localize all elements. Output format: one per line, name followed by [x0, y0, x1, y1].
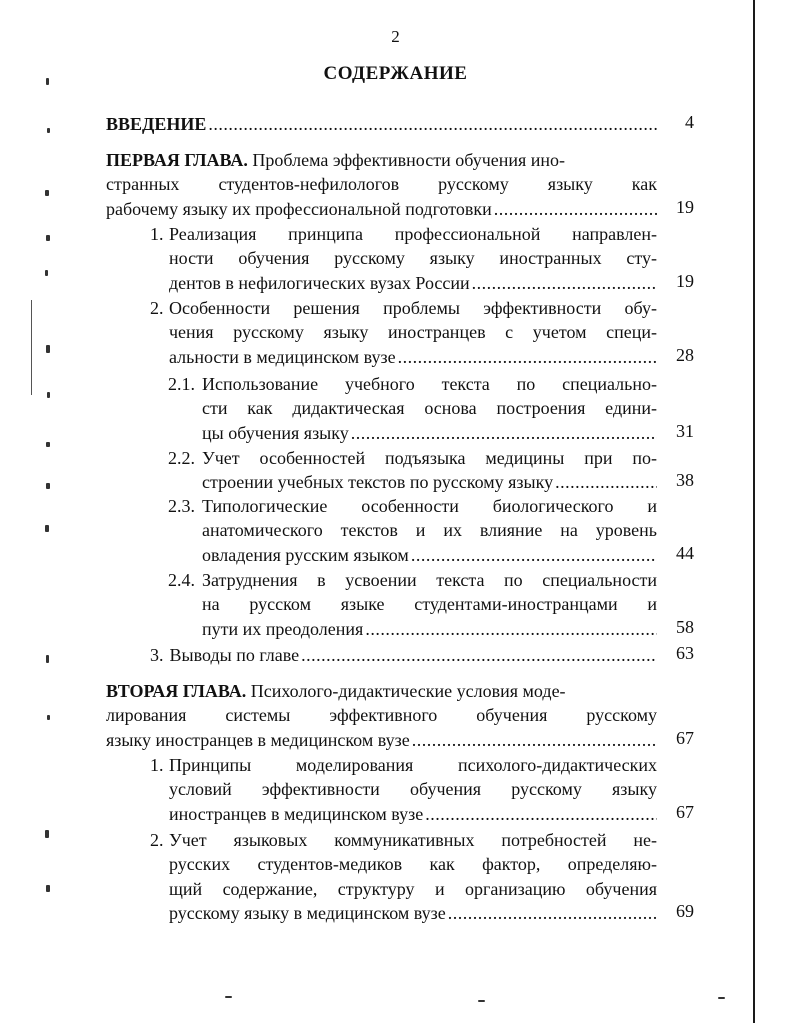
leader-dots: [411, 543, 657, 567]
leader-dots: [208, 112, 657, 136]
scan-speck: [45, 525, 49, 532]
ch2-section-2-line-3: щий содержание, структуру и организацию обучения: [169, 878, 657, 899]
section-2-4-number: 2.4.: [168, 570, 195, 590]
chapter-1-line-2: странных студентов-нефилологов русскому языку как: [106, 174, 657, 195]
leader-dots: [555, 470, 657, 494]
scan-speck: [46, 235, 50, 241]
scan-speck: [46, 885, 50, 892]
leader-dots: [412, 728, 657, 752]
toc-page-section-2-3: 44: [676, 543, 694, 563]
chapter-1-heading: ПЕРВАЯ ГЛАВА.: [106, 150, 248, 170]
ch2-section-2-line-1: Учет языковых коммуникативных потребностей не-: [169, 830, 657, 850]
scan-speck: [45, 830, 49, 838]
chapter-2-line-2: лирования системы эффективного обучения русскому: [106, 705, 657, 726]
toc-entry-section-2-2[interactable]: [168, 446, 657, 495]
toc-entry-chapter-2[interactable]: [106, 679, 657, 752]
toc-page-ch2-section-1: 67: [676, 802, 694, 822]
scan-speck: [46, 483, 50, 489]
ch2-section-1-line-1: Принципы моделирования психолого-дидактических: [169, 755, 657, 775]
toc-page-section-2-4: 58: [676, 617, 694, 637]
chapter-1-line-3: рабочему языку их профессиональной подготовки: [106, 198, 492, 219]
leader-dots: [365, 617, 657, 641]
leader-dots: [494, 197, 657, 221]
section-3-line-1: Выводы по главе: [169, 645, 300, 665]
toc-entry-section-2-3[interactable]: [168, 494, 657, 567]
scan-speck: [47, 715, 50, 720]
leader-dots: [448, 901, 657, 925]
scan-speck: [45, 190, 49, 196]
toc-page-ch2-section-2: 69: [676, 901, 694, 921]
toc-page-section-2-2: 38: [676, 470, 694, 490]
toc-entry-section-2-4[interactable]: [168, 568, 657, 641]
section-2-3-line-2: анатомического текстов и их влияние на уровень: [202, 520, 657, 541]
section-2-2-number: 2.2.: [168, 448, 195, 468]
section-2-1-line-2: сти как дидактическая основа построения едини-: [202, 398, 657, 419]
ch2-section-1-number: 1.: [150, 755, 164, 775]
scan-speck: [225, 996, 232, 998]
section-2-1-line-1: Использование учебного текста по специально-: [202, 374, 657, 394]
toc-entry-chapter-1[interactable]: [106, 148, 657, 221]
section-2-2-line-2: строении учебных текстов по русскому языку: [202, 472, 554, 493]
leader-dots: [472, 271, 657, 295]
ch2-section-1-line-3: иностранцев в медицинском вузе: [169, 803, 424, 824]
toc-entry-section-2[interactable]: [150, 296, 657, 369]
scan-speck: [46, 442, 50, 447]
toc-entry-ch2-section-1[interactable]: [150, 753, 657, 826]
section-1-line-1: Реализация принципа профессиональной направлен-: [169, 224, 657, 244]
toc-page-section-3: 63: [676, 643, 694, 663]
page-number: 2: [391, 27, 400, 46]
toc-page-section-1: 19: [676, 271, 694, 291]
toc-page-intro: 4: [685, 112, 694, 132]
leader-dots: [301, 643, 657, 667]
toc-entry-section-2-1[interactable]: [168, 372, 657, 445]
section-1-line-3: дентов в нефилогических вузах России: [169, 272, 470, 293]
leader-dots: [398, 345, 657, 369]
chapter-2-line-3: языку иностранцев в медицинском вузе: [106, 729, 410, 750]
chapter-2-line-1: Психолого-дидактические условия моде-: [250, 681, 566, 701]
leader-dots: [351, 421, 657, 445]
scan-speck: [47, 392, 50, 398]
toc-page-chapter-2: 67: [676, 728, 694, 748]
ch2-section-1-line-2: условий эффективности обучения русскому языку: [169, 779, 657, 800]
scan-speck: [478, 1000, 485, 1002]
section-2-1-number: 2.1.: [168, 374, 195, 394]
section-2-4-line-2: на русском языке студентами-иностранцами и: [202, 594, 657, 615]
toc-entry-section-3[interactable]: [150, 643, 657, 667]
ch2-section-2-line-4: русскому языку в медицинском вузе: [169, 902, 446, 923]
scan-speck: [46, 345, 50, 353]
scan-speck: [718, 997, 725, 999]
section-3-number: 3.: [150, 645, 164, 665]
section-2-line-3: альности в медицинском вузе: [169, 346, 396, 367]
section-2-line-1: Особенности решения проблемы эффективности обу-: [169, 298, 657, 318]
page-edge-left: [31, 300, 32, 395]
section-2-number: 2.: [150, 298, 164, 318]
page-title: СОДЕРЖАНИЕ: [323, 63, 468, 84]
section-2-1-line-3: цы обучения языку: [202, 422, 349, 443]
toc-page-section-2-1: 31: [676, 421, 694, 441]
page-edge-right: [753, 0, 755, 1023]
toc-entry-ch2-section-2[interactable]: [150, 828, 657, 925]
chapter-2-heading: ВТОРАЯ ГЛАВА.: [106, 681, 247, 701]
chapter-1-line-1: Проблема эффективности обучения ино-: [252, 150, 566, 170]
ch2-section-2-line-2: русских студентов-медиков как фактор, определяю-: [169, 854, 657, 875]
section-1-line-2: ности обучения русскому языку иностранных сту-: [169, 248, 657, 269]
section-2-3-number: 2.3.: [168, 496, 195, 516]
section-2-4-line-3: пути их преодоления: [202, 618, 364, 639]
section-2-3-line-3: овладения русским языком: [202, 544, 409, 565]
scan-speck: [46, 78, 49, 85]
toc-entry-intro[interactable]: [106, 112, 657, 136]
section-2-2-line-1: Учет особенностей подъязыка медицины при по-: [202, 448, 657, 468]
section-2-line-2: чения русскому языку иностранцев с учетом специ-: [169, 322, 657, 343]
section-2-4-line-1: Затруднения в усвоении текста по специальности: [202, 570, 657, 590]
scan-speck: [46, 655, 49, 663]
leader-dots: [425, 802, 657, 826]
scan-speck: [47, 128, 50, 133]
toc-entry-section-1[interactable]: [150, 222, 657, 295]
scan-speck: [45, 270, 48, 276]
toc-page-section-2: 28: [676, 345, 694, 365]
section-2-3-line-1: Типологические особенности биологического и: [202, 496, 657, 516]
toc-page-chapter-1: 19: [676, 197, 694, 217]
section-1-number: 1.: [150, 224, 164, 244]
ch2-section-2-number: 2.: [150, 830, 164, 850]
toc-intro-label: ВВЕДЕНИЕ: [106, 114, 207, 134]
